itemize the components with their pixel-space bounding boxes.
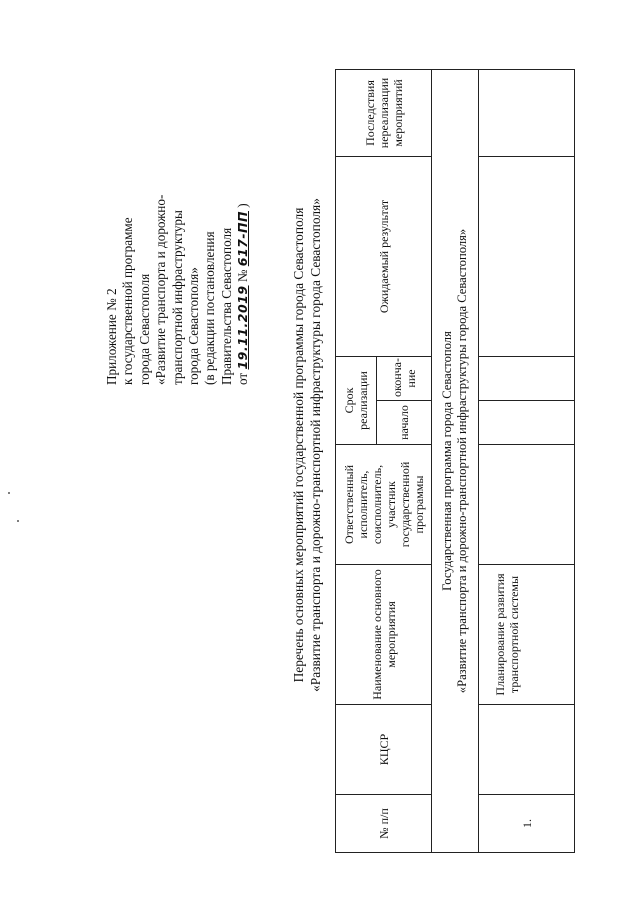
- handwritten-date: 19.11.2019: [235, 285, 251, 370]
- header-term: Срок реализации: [336, 356, 377, 444]
- date-prefix: от: [235, 372, 251, 385]
- program-title: [432, 69, 479, 852]
- document-title: [291, 145, 324, 745]
- appendix-line: города Севастополя: [136, 273, 152, 385]
- appendix-line: к государственной программе: [120, 217, 136, 385]
- table-header-row: [336, 69, 377, 852]
- cell-result: [479, 156, 575, 356]
- header-end: оконча-ние: [377, 356, 432, 400]
- header-num: № п/п: [336, 795, 432, 853]
- header-executor: Ответственный исполнитель, соисполнитель, участник государственной программы: [336, 445, 432, 565]
- program-title-line-2: «Развитие транспорта и дорожно-транспортной инфраструктуры города Севастополя»: [455, 228, 469, 694]
- appendix-line: транспортной инфраструктуры: [169, 210, 185, 385]
- number-prefix: №: [235, 269, 251, 283]
- cell-num: 1.: [479, 795, 575, 853]
- cell-kcsr: [479, 705, 575, 795]
- handwritten-number: 617-ПП: [235, 211, 251, 267]
- date-suffix: ): [235, 203, 251, 208]
- header-start: начало: [377, 401, 432, 445]
- cell-end: [479, 356, 575, 400]
- header-name: Наименование основного мероприятия: [336, 565, 432, 705]
- title-line-2: «Развитие транспорта и дорожно-транспортной инфраструктуры города Севастополя»: [307, 198, 323, 692]
- appendix-line: Правительства Севастополя: [218, 227, 234, 385]
- cell-start: [479, 401, 575, 445]
- program-title-line-1: Государственная программа города Севастополя: [440, 331, 454, 591]
- table-row: [479, 69, 575, 852]
- cell-executor: [479, 445, 575, 565]
- cell-name: Планирование развития транспортной системы: [479, 565, 575, 705]
- appendix-line: «Развитие транспорта и дорожно-: [153, 194, 169, 385]
- title-line-1: Перечень основных мероприятий государственной программы города Севастополя: [291, 207, 306, 683]
- appendix-line: города Севастополя»: [186, 267, 202, 385]
- appendix-line: (в редакции постановления: [202, 231, 218, 385]
- header-consequences: Последствия нереализации мероприятий: [336, 69, 432, 156]
- program-row: [432, 69, 479, 852]
- header-kcsr: КЦСР: [336, 705, 432, 795]
- measures-table: [335, 69, 575, 853]
- appendix-header: [104, 55, 252, 385]
- cell-consequences: [479, 69, 575, 156]
- appendix-date-line: [235, 55, 251, 385]
- appendix-line: Приложение № 2: [104, 288, 119, 385]
- header-result: Ожидаемый результат: [336, 156, 432, 356]
